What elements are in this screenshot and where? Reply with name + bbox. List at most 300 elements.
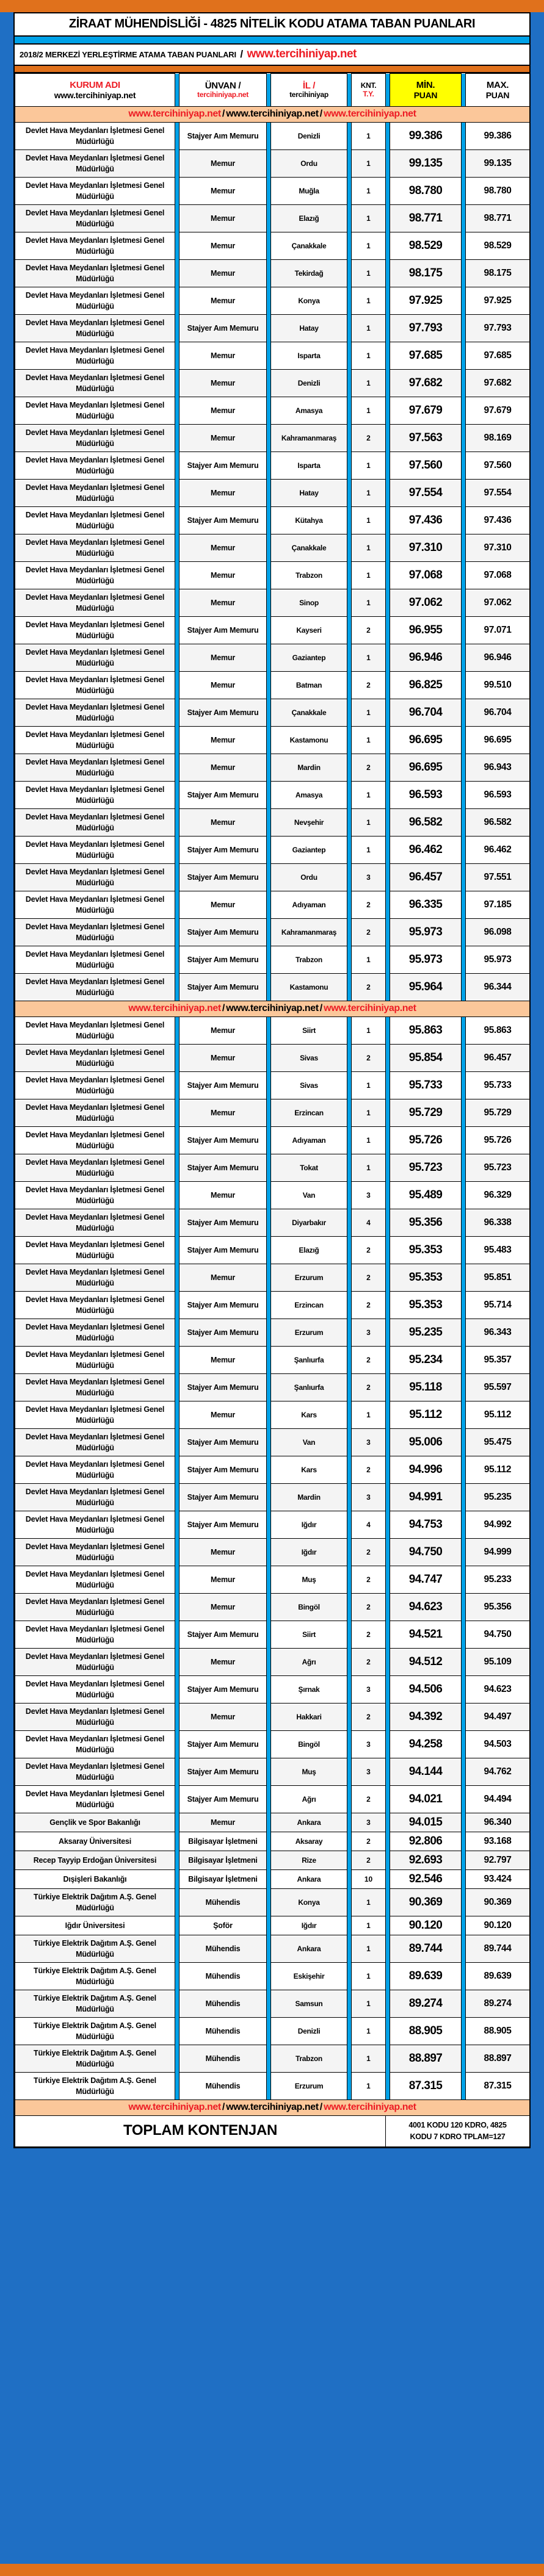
cell-unvan <box>180 123 267 150</box>
cell-il <box>271 397 347 425</box>
column-separator <box>347 74 352 107</box>
cell-il <box>271 2045 347 2073</box>
cell-knt-text: 3 <box>366 1438 371 1447</box>
cell-max-puan-text: 94.503 <box>484 1739 512 1749</box>
cell-knt <box>352 1511 386 1539</box>
cell-min-puan <box>390 1594 462 1621</box>
column-separator <box>175 2018 180 2045</box>
column-separator <box>462 507 466 534</box>
cell-unvan <box>180 589 267 617</box>
cell-max-puan <box>466 480 530 507</box>
cell-min-puan <box>390 1990 462 2018</box>
promo-banner-row <box>15 1001 530 1017</box>
cell-knt-text: 1 <box>366 1411 371 1419</box>
subtitle-bar <box>15 45 529 66</box>
cell-kurum-text: Devlet Hava Meydanları İşletmesi Genel Müdürlüğü <box>25 346 165 365</box>
cell-min-puan-text: 90.369 <box>408 1896 443 1909</box>
cell-knt <box>352 782 386 809</box>
cell-max-puan-text: 96.704 <box>484 707 512 718</box>
cell-kurum-text: Devlet Hava Meydanları İşletmesi Genel Müdürlüğü <box>25 1378 165 1397</box>
cell-knt-text: 2 <box>366 1301 371 1309</box>
column-separator <box>347 974 352 1001</box>
cell-il <box>271 1813 347 1832</box>
table-row <box>15 1990 530 2018</box>
cell-max-puan-text: 97.682 <box>484 378 512 388</box>
cell-max-puan <box>466 836 530 864</box>
header-min-puan <box>390 74 462 107</box>
column-separator <box>267 342 271 370</box>
cell-knt <box>352 1292 386 1319</box>
column-separator <box>175 2073 180 2100</box>
cell-il <box>271 589 347 617</box>
column-separator <box>386 1017 390 1045</box>
cell-il <box>271 480 347 507</box>
cell-max-puan-text: 89.639 <box>484 1971 512 1981</box>
cell-max-puan <box>466 1676 530 1704</box>
cell-il-text: Denizli <box>297 379 321 387</box>
column-separator <box>347 150 352 178</box>
cell-kurum <box>15 315 175 342</box>
column-separator <box>267 809 271 836</box>
cell-il <box>271 1319 347 1347</box>
cell-il <box>271 534 347 562</box>
table-row <box>15 1704 530 1731</box>
column-separator <box>386 1539 390 1566</box>
cell-min-puan <box>390 480 462 507</box>
column-separator <box>267 1916 271 1935</box>
document-inner <box>13 12 531 2148</box>
cell-knt-text: 1 <box>366 2082 371 2090</box>
header-row <box>15 74 530 107</box>
cell-min-puan-text: 97.310 <box>408 541 443 554</box>
cell-unvan <box>180 1731 267 1758</box>
cell-kurum-text: Devlet Hava Meydanları İşletmesi Genel Müdürlüğü <box>25 1488 165 1507</box>
column-separator <box>267 1832 271 1851</box>
column-separator <box>175 1484 180 1511</box>
cell-knt-text: 2 <box>366 1658 371 1666</box>
column-separator <box>175 644 180 672</box>
cell-knt-text: 1 <box>366 159 371 168</box>
column-separator <box>462 1017 466 1045</box>
banner-slash-1: / <box>222 2102 225 2112</box>
cell-il <box>271 1758 347 1786</box>
cell-unvan-text: Memur <box>211 1713 235 1721</box>
cell-max-puan <box>466 1292 530 1319</box>
cell-il <box>271 1099 347 1127</box>
column-separator <box>347 452 352 480</box>
column-separator <box>386 1786 390 1813</box>
cell-kurum-text: Devlet Hava Meydanları İşletmesi Genel Müdürlüğü <box>25 456 165 475</box>
cell-knt <box>352 1072 386 1099</box>
cell-min-puan <box>390 1870 462 1889</box>
column-separator <box>347 287 352 315</box>
column-separator <box>175 1594 180 1621</box>
cell-max-puan-text: 94.992 <box>484 1519 512 1530</box>
cell-il <box>271 1401 347 1429</box>
cell-kurum-text: Devlet Hava Meydanları İşletmesi Genel Müdürlüğü <box>25 1213 165 1232</box>
banner-site-1[interactable]: www.tercihiniyap.net <box>128 2102 221 2112</box>
column-separator <box>347 370 352 397</box>
cell-max-puan <box>466 1374 530 1401</box>
column-separator <box>175 836 180 864</box>
column-separator <box>175 425 180 452</box>
cell-min-puan <box>390 1154 462 1182</box>
cell-knt <box>352 1832 386 1851</box>
footer-promo-cell <box>15 2100 530 2116</box>
column-separator <box>386 1319 390 1347</box>
column-separator <box>347 232 352 260</box>
table-row <box>15 232 530 260</box>
cell-il <box>271 1566 347 1594</box>
cell-min-puan-text: 97.679 <box>408 404 443 417</box>
cell-unvan-text: Memur <box>211 489 235 497</box>
cell-max-puan-text: 95.973 <box>484 954 512 965</box>
cell-max-puan-text: 99.135 <box>484 158 512 168</box>
cell-min-puan <box>390 1264 462 1292</box>
cell-unvan <box>180 287 267 315</box>
cell-min-puan-text: 92.546 <box>408 1873 443 1885</box>
column-separator <box>386 1935 390 1963</box>
cell-max-puan-text: 97.068 <box>484 570 512 580</box>
cell-il-text: Kayseri <box>296 626 322 635</box>
column-separator <box>386 370 390 397</box>
cell-min-puan <box>390 754 462 782</box>
cell-min-puan <box>390 974 462 1001</box>
cell-min-puan <box>390 397 462 425</box>
column-separator <box>175 1731 180 1758</box>
cell-il <box>271 617 347 644</box>
column-separator <box>347 1017 352 1045</box>
cell-knt-text: 1 <box>366 955 371 964</box>
subtitle-site-link[interactable]: www.tercihiniyap.net <box>247 48 357 60</box>
cell-knt-text: 2 <box>366 1795 371 1804</box>
banner-site-3[interactable]: www.tercihiniyap.net <box>324 1003 416 1013</box>
cell-min-puan <box>390 342 462 370</box>
column-separator <box>462 1916 466 1935</box>
cell-unvan <box>180 232 267 260</box>
cell-unvan <box>180 370 267 397</box>
column-separator <box>347 1786 352 1813</box>
column-separator <box>267 2018 271 2045</box>
promo-banner-cell <box>15 107 530 123</box>
table-row <box>15 1832 530 1851</box>
banner-site-3[interactable]: www.tercihiniyap.net <box>324 109 416 119</box>
cell-kurum <box>15 232 175 260</box>
cell-max-puan-text: 98.780 <box>484 185 512 196</box>
column-separator <box>347 1127 352 1154</box>
cell-unvan <box>180 2018 267 2045</box>
column-separator <box>462 1319 466 1347</box>
cell-il-text: Kahramanmaraş <box>281 434 337 442</box>
cell-unvan-text: Memur <box>211 214 235 223</box>
column-separator <box>347 1851 352 1870</box>
cell-unvan-text: Stajyer Aım Memuru <box>187 1768 259 1776</box>
cell-max-puan-text: 87.315 <box>484 2081 512 2091</box>
cell-min-puan <box>390 864 462 891</box>
banner-site-3[interactable]: www.tercihiniyap.net <box>324 2102 416 2112</box>
cell-min-puan <box>390 1429 462 1456</box>
cell-unvan <box>180 260 267 287</box>
cell-unvan <box>180 1264 267 1292</box>
cell-il <box>271 232 347 260</box>
page-title-text: ZİRAAT MÜHENDİSLİĞİ - 4825 NİTELİK KODU ATAMA TABAN PUANLARI <box>68 17 476 31</box>
cell-kurum-text: Devlet Hava Meydanları İşletmesi Genel Müdürlüğü <box>25 1295 165 1315</box>
cell-il-text: Mardin <box>297 763 321 772</box>
top-orange-bar <box>0 0 544 12</box>
cell-max-puan <box>466 1099 530 1127</box>
column-separator <box>347 1045 352 1072</box>
cell-knt <box>352 644 386 672</box>
column-separator <box>462 1621 466 1649</box>
table-row <box>15 1072 530 1099</box>
cell-kurum <box>15 946 175 974</box>
cell-unvan <box>180 1963 267 1990</box>
column-separator <box>175 946 180 974</box>
table-row <box>15 425 530 452</box>
cell-min-puan-text: 97.436 <box>408 514 443 527</box>
column-separator <box>267 946 271 974</box>
cell-unvan-text: Stajyer Aım Memuru <box>187 1328 259 1337</box>
cell-unvan-text: Stajyer Aım Memuru <box>187 1438 259 1447</box>
cell-il-text: Kars <box>301 1466 317 1474</box>
cell-il-text: Aksaray <box>295 1837 323 1846</box>
banner-site-1[interactable]: www.tercihiniyap.net <box>128 109 221 119</box>
cell-il-text: Van <box>302 1438 316 1447</box>
cell-knt-text: 1 <box>366 324 371 333</box>
header-il-line2: tercihiniyap <box>289 90 328 99</box>
cell-max-puan-text: 97.554 <box>484 487 512 498</box>
cell-max-puan <box>466 205 530 232</box>
cell-min-puan <box>390 891 462 919</box>
cell-max-puan <box>466 1319 530 1347</box>
cell-kurum <box>15 1916 175 1935</box>
cell-knt <box>352 1813 386 1832</box>
cell-il <box>271 562 347 589</box>
column-separator <box>462 1401 466 1429</box>
cell-unvan <box>180 1832 267 1851</box>
cell-knt <box>352 864 386 891</box>
cell-il-text: Ağrı <box>302 1658 316 1666</box>
cell-max-puan <box>466 782 530 809</box>
cell-knt-text: 1 <box>366 1081 371 1090</box>
cell-knt <box>352 425 386 452</box>
cell-min-puan-text: 94.392 <box>408 1710 443 1723</box>
column-separator <box>267 782 271 809</box>
cell-kurum-text: Devlet Hava Meydanları İşletmesi Genel Müdürlüğü <box>25 1515 165 1534</box>
cell-il <box>271 2018 347 2045</box>
cell-max-puan <box>466 699 530 727</box>
column-separator <box>347 342 352 370</box>
column-separator <box>386 1649 390 1676</box>
column-separator <box>347 1594 352 1621</box>
column-separator <box>175 782 180 809</box>
column-separator <box>267 507 271 534</box>
cell-il <box>271 1429 347 1456</box>
cell-il <box>271 1209 347 1237</box>
cell-knt-text: 1 <box>366 1921 371 1930</box>
column-separator <box>267 836 271 864</box>
cell-min-puan-text: 94.506 <box>408 1683 443 1696</box>
table-row <box>15 1916 530 1935</box>
cell-max-puan-text: 93.424 <box>484 1874 512 1884</box>
cell-min-puan-text: 94.258 <box>408 1738 443 1750</box>
cell-unvan-text: Mühendis <box>205 2027 241 2035</box>
column-separator <box>267 1594 271 1621</box>
column-separator <box>175 974 180 1001</box>
column-separator <box>267 1429 271 1456</box>
cell-unvan <box>180 1851 267 1870</box>
cell-min-puan-text: 95.356 <box>408 1216 443 1229</box>
cell-kurum-text: Gençlik ve Spor Bakanlığı <box>49 1818 140 1827</box>
cell-min-puan <box>390 232 462 260</box>
column-separator <box>175 232 180 260</box>
cell-min-puan-text: 98.771 <box>408 212 443 225</box>
cell-max-puan <box>466 1916 530 1935</box>
cell-unvan <box>180 1566 267 1594</box>
cell-il-text: Bingöl <box>298 1740 320 1749</box>
cell-il-text: Rize <box>302 1856 316 1865</box>
column-separator <box>462 287 466 315</box>
cell-unvan <box>180 1429 267 1456</box>
cell-knt <box>352 1182 386 1209</box>
cell-il-text: Iğdır <box>301 1520 317 1529</box>
banner-site-2[interactable]: www.tercihiniyap.net <box>226 109 319 119</box>
column-separator <box>267 1045 271 1072</box>
column-separator <box>462 1484 466 1511</box>
column-separator <box>386 315 390 342</box>
column-separator <box>267 1786 271 1813</box>
cell-kurum-text: Devlet Hava Meydanları İşletmesi Genel Müdürlüğü <box>25 1131 165 1150</box>
total-row <box>15 2116 530 2147</box>
column-separator <box>386 452 390 480</box>
cell-il <box>271 425 347 452</box>
cell-max-puan <box>466 425 530 452</box>
column-separator <box>267 1649 271 1676</box>
cell-max-puan <box>466 507 530 534</box>
table-row <box>15 1566 530 1594</box>
column-separator <box>462 1990 466 2018</box>
cell-unvan <box>180 1154 267 1182</box>
cell-max-puan-text: 98.771 <box>484 213 512 223</box>
column-separator <box>462 1594 466 1621</box>
cell-knt-text: 1 <box>366 1972 371 1981</box>
cell-max-puan <box>466 2073 530 2100</box>
cell-unvan-text: Memur <box>211 1658 235 1666</box>
cell-il <box>271 1127 347 1154</box>
cell-kurum <box>15 1429 175 1456</box>
cell-il <box>271 1990 347 2018</box>
cell-min-puan <box>390 1704 462 1731</box>
cell-unvan-text: Memur <box>211 1818 235 1827</box>
cell-kurum-text: Devlet Hava Meydanları İşletmesi Genel Müdürlüğü <box>25 1790 165 1809</box>
cell-min-puan-text: 97.062 <box>408 596 443 609</box>
column-separator <box>267 754 271 782</box>
column-separator <box>462 370 466 397</box>
cell-il <box>271 370 347 397</box>
banner-site-2[interactable]: www.tercihiniyap.net <box>226 2102 319 2112</box>
cell-knt <box>352 1539 386 1566</box>
cell-max-puan <box>466 1870 530 1889</box>
cell-min-puan <box>390 1209 462 1237</box>
cell-knt <box>352 1621 386 1649</box>
cell-min-puan-text: 96.593 <box>408 788 443 801</box>
banner-slash-1: / <box>222 109 225 119</box>
cell-max-puan <box>466 809 530 836</box>
column-separator <box>386 974 390 1001</box>
cell-max-puan-text: 96.098 <box>484 927 512 937</box>
cell-min-puan <box>390 1758 462 1786</box>
column-separator <box>347 644 352 672</box>
cell-min-puan-text: 94.991 <box>408 1491 443 1503</box>
total-value-line1: 4001 KODU 120 KDRO, 4825 <box>408 2121 507 2130</box>
cell-knt-text: 3 <box>366 1768 371 1776</box>
column-separator <box>175 1786 180 1813</box>
cell-min-puan-text: 97.554 <box>408 486 443 499</box>
table-row <box>15 534 530 562</box>
column-separator <box>347 617 352 644</box>
cell-knt-text: 2 <box>366 1713 371 1721</box>
column-separator <box>462 150 466 178</box>
banner-site-2[interactable]: www.tercihiniyap.net <box>226 1003 319 1013</box>
cell-min-puan <box>390 946 462 974</box>
cell-il <box>271 1916 347 1935</box>
cell-max-puan <box>466 1990 530 2018</box>
cell-il-text: Muş <box>302 1575 316 1584</box>
column-separator <box>267 974 271 1001</box>
column-separator <box>386 617 390 644</box>
cell-max-puan-text: 88.897 <box>484 2053 512 2063</box>
cell-kurum <box>15 1990 175 2018</box>
cell-kurum <box>15 864 175 891</box>
header-il-line1: İL / <box>302 80 316 91</box>
cell-unvan-text: Stajyer Aım Memuru <box>187 1301 259 1309</box>
cell-knt <box>352 727 386 754</box>
cell-unvan <box>180 1017 267 1045</box>
column-separator <box>347 1916 352 1935</box>
column-separator <box>386 1676 390 1704</box>
column-separator <box>462 1786 466 1813</box>
banner-site-1[interactable]: www.tercihiniyap.net <box>128 1003 221 1013</box>
column-separator <box>386 1237 390 1264</box>
column-separator <box>175 1347 180 1374</box>
column-separator <box>267 672 271 699</box>
cell-unvan-text: Mühendis <box>205 2082 241 2090</box>
column-separator <box>175 1045 180 1072</box>
cell-knt-text: 1 <box>366 351 371 360</box>
cell-kurum-text: Devlet Hava Meydanları İşletmesi Genel Müdürlüğü <box>25 895 165 915</box>
cell-max-puan <box>466 2018 530 2045</box>
column-separator <box>347 315 352 342</box>
cell-min-puan-text: 95.353 <box>408 1243 443 1256</box>
column-separator <box>175 1851 180 1870</box>
cell-kurum-text: Türkiye Elektrik Dağıtım A.Ş. Genel Müdürlüğü <box>34 1893 156 1912</box>
header-il <box>271 74 347 107</box>
cell-min-puan <box>390 1649 462 1676</box>
cell-il-text: Erzincan <box>294 1301 324 1309</box>
cell-il-text: Siirt <box>302 1026 316 1035</box>
cell-min-puan <box>390 370 462 397</box>
cell-unvan-text: Memur <box>211 736 235 744</box>
cell-knt <box>352 946 386 974</box>
column-separator <box>462 836 466 864</box>
cell-kurum <box>15 2073 175 2100</box>
table-row <box>15 1401 530 1429</box>
cell-max-puan-text: 94.494 <box>484 1794 512 1804</box>
cell-min-puan-text: 89.639 <box>408 1970 443 1982</box>
cell-il-text: Hatay <box>299 489 319 497</box>
cell-il <box>271 809 347 836</box>
cell-max-puan <box>466 617 530 644</box>
